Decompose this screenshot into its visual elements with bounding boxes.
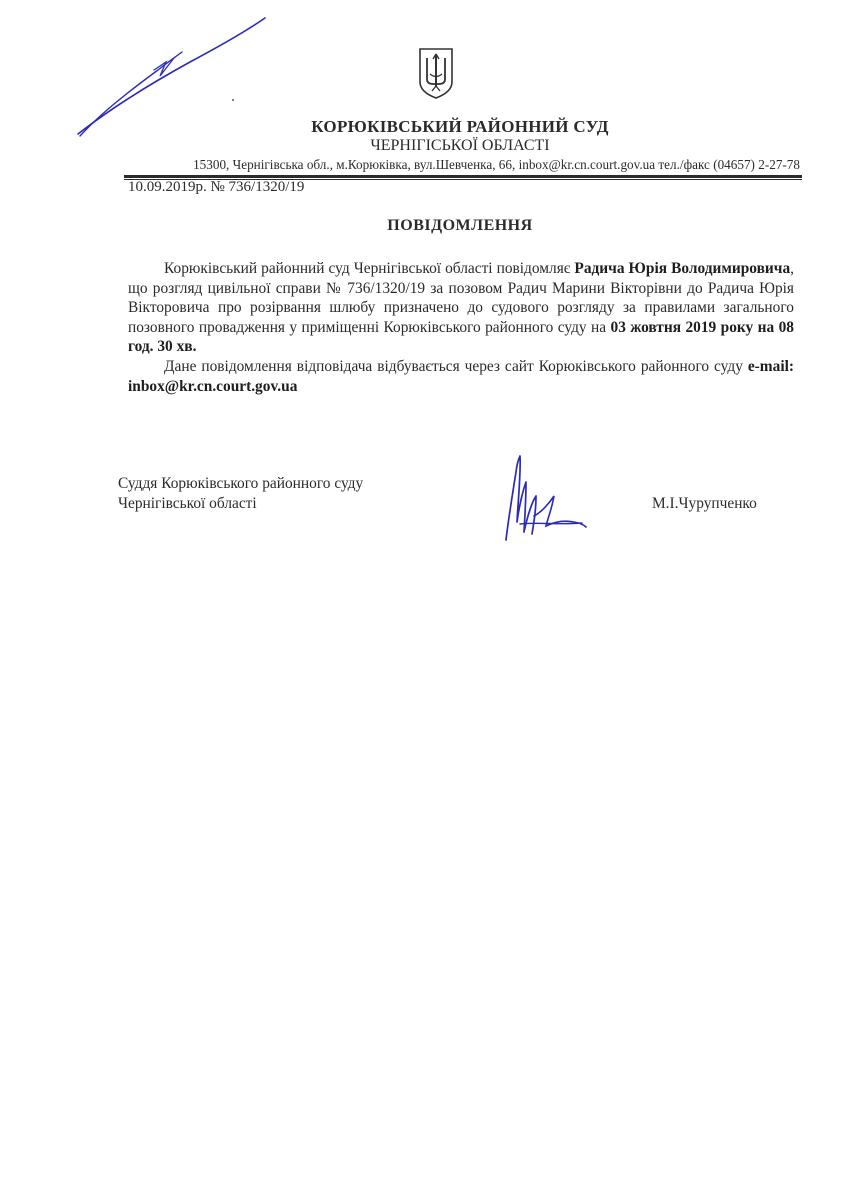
judge-title-line-2: Чернігівської області [118, 494, 257, 512]
notice-paragraph-1 [128, 259, 794, 357]
p2-email: e-mail: inbox@kr.cn.court.gov.ua [128, 358, 794, 395]
judge-title [118, 474, 363, 513]
speck [232, 99, 234, 101]
p2-text-1: Дане повідомлення відповідача відбувається через сайт Корюківського районного суду [164, 358, 748, 375]
document-title: ПОВІДОМЛЕННЯ [387, 217, 533, 234]
header-divider-thick [124, 175, 802, 178]
court-region: ЧЕРНІГІСЬКОЇ ОБЛАСТІ [370, 137, 550, 154]
p1-hearing-date: 03 жовтня 2019 року на 08 год. 30 хв. [128, 318, 794, 356]
reference-number: 10.09.2019р. № 736/1320/19 [128, 179, 305, 195]
trident-emblem-icon [416, 46, 456, 100]
p1-text-1: Корюківський районний суд Чернігівської області повідомляє [164, 260, 575, 277]
handwritten-signature [498, 452, 593, 547]
p1-text-2: , що розгляд цивільної справи № 736/1320/19 за позовом Радич Марини Вікторівни до Радича Юрія Вікторовича про розірвання шлюбу призначено до судового розгляду за правилами загального позовного провадження у приміщенні Корюківського районного суду на [128, 260, 794, 336]
court-name: КОРЮКІВСЬКИЙ РАЙОННИЙ СУД [311, 117, 609, 136]
p1-defendant-name: Радича Юрія Володимировича [574, 260, 791, 277]
judge-name: М.І.Чурупченко [652, 495, 757, 512]
judge-title-line-1: Суддя Корюківського районного суду [118, 475, 364, 492]
notice-paragraph-2 [128, 357, 794, 396]
court-address: 15300, Чернігівська обл., м.Корюківка, вул.Шевченка, 66, inbox@kr.cn.court.gov.ua тел./факс (04657) 2-27-78 [193, 157, 800, 172]
